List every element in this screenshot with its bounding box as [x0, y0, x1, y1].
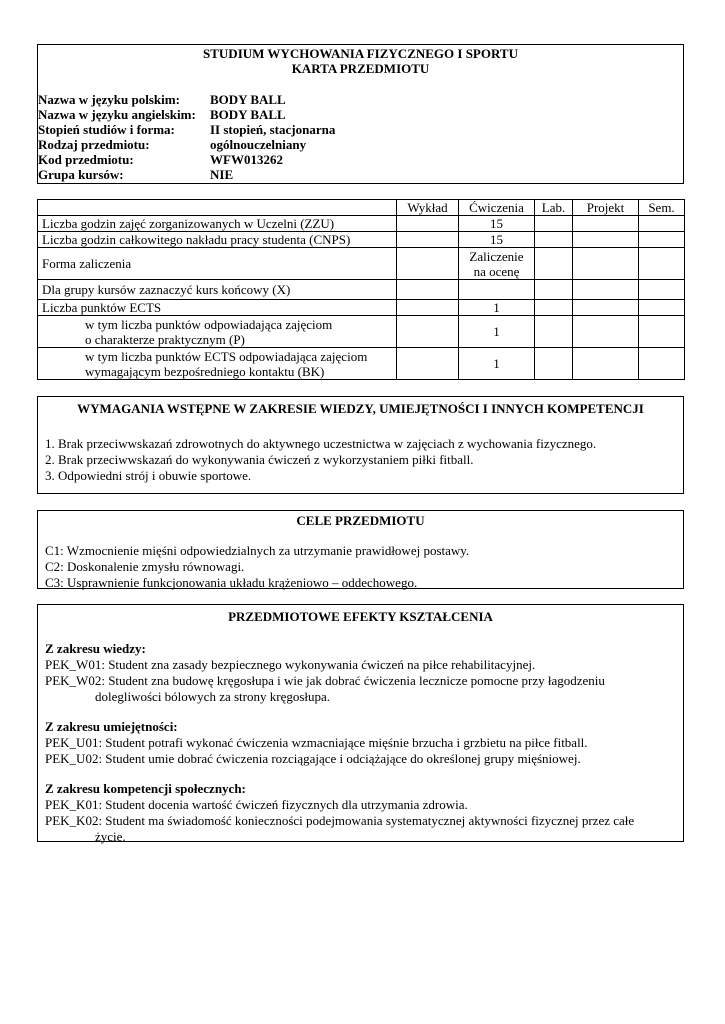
- list-item: PEK_K01: Student docenia wartość ćwiczeń fizycznych dla utrzymania zdrowia.: [45, 797, 468, 812]
- institution-title: STUDIUM WYCHOWANIA FIZYCZNEGO I SPORTU: [203, 46, 518, 61]
- table-row: Liczba punktów ECTS 1: [38, 300, 685, 316]
- field-study-level: Stopień studiów i forma: II stopień, stacjonarna: [38, 122, 336, 137]
- field-polish-name: Nazwa w języku polskim: BODY BALL: [38, 92, 286, 107]
- skills-heading: Z zakresu umiejętności:: [45, 719, 178, 734]
- table-row: w tym liczba punktów ECTS odpowiadająca zajęciom wymagającym bezpośredniego kontaktu (BK) 1: [38, 348, 685, 380]
- goals-box: [37, 510, 684, 589]
- list-item: 3. Odpowiedni strój i obuwie sportowe.: [45, 468, 252, 483]
- requirements-title: WYMAGANIA WSTĘPNE W ZAKRESIE WIEDZY, UMIEJĘTNOŚCI I INNYCH KOMPETENCJI: [77, 401, 644, 416]
- list-item: C3: Usprawnienie funkcjonowania układu krążeniowo – oddechowego.: [45, 575, 418, 590]
- list-item: 2. Brak przeciwwskazań do wykonywania ćwiczeń z wykorzystaniem piłki fitball.: [45, 452, 474, 467]
- hours-table: [37, 199, 685, 380]
- field-course-type: Rodzaj przedmiotu: ogólnouczelniany: [38, 137, 307, 152]
- list-item: C1: Wzmocnienie mięśni odpowiedzialnych za utrzymanie prawidłowej postawy.: [45, 543, 470, 558]
- field-english-name: Nazwa w języku angielskim: BODY BALL: [38, 107, 286, 122]
- table-row: Liczba godzin całkowitego nakładu pracy studenta (CNPS) 15: [38, 232, 685, 248]
- requirements-box: [37, 396, 684, 494]
- table-row: w tym liczba punktów odpowiadająca zajęciom o charakterze praktycznym (P) 1: [38, 316, 685, 348]
- column-header: Lab.: [535, 200, 573, 216]
- course-header-box: [37, 44, 684, 184]
- outcomes-box: [37, 604, 684, 842]
- column-header: Ćwiczenia: [459, 200, 535, 216]
- list-item: PEK_U01: Student potrafi wykonać ćwiczenia wzmacniające mięśnie brzucha i grzbietu na piłce fitball.: [45, 735, 588, 750]
- outcomes-title: PRZEDMIOTOWE EFEKTY KSZTAŁCENIA: [228, 609, 493, 624]
- list-item: PEK_K02: Student ma świadomość konieczności podejmowania systematycznej aktywności fizycznej przez całe: [45, 813, 635, 828]
- list-item: PEK_W02: Student zna budowę kręgosłupa i wie jak dobrać ćwiczenia lecznicze pomocne przy łagodzeniu: [45, 673, 605, 688]
- list-item: życie.: [95, 829, 126, 844]
- table-row: Forma zaliczenia Zaliczenie na ocenę: [38, 248, 685, 280]
- field-course-code: Kod przedmiotu: WFW013262: [38, 152, 283, 167]
- column-header: Projekt: [573, 200, 639, 216]
- document-title: KARTA PRZEDMIOTU: [291, 61, 430, 76]
- list-item: 1. Brak przeciwwskazań zdrowotnych do aktywnego uczestnictwa w zajęciach z wychowania fizycznego.: [45, 436, 597, 451]
- list-item: C2: Doskonalenie zmysłu równowagi.: [45, 559, 245, 574]
- competence-heading: Z zakresu kompetencji społecznych:: [45, 781, 246, 796]
- knowledge-heading: Z zakresu wiedzy:: [45, 641, 146, 656]
- goals-title: CELE PRZEDMIOTU: [296, 513, 425, 528]
- table-row: Liczba godzin zajęć zorganizowanych w Uczelni (ZZU) 15: [38, 216, 685, 232]
- list-item: dolegliwości bólowych za strony kręgosłupa.: [95, 689, 331, 704]
- table-row: Dla grupy kursów zaznaczyć kurs końcowy (X): [38, 280, 685, 300]
- list-item: PEK_W01: Student zna zasady bezpiecznego wykonywania ćwiczeń na piłce rehabilitacyjnej.: [45, 657, 536, 672]
- list-item: PEK_U02: Student umie dobrać ćwiczenia rozciągające i odciążające do określonej grupy mięśniowej.: [45, 751, 581, 766]
- table-header-row: [38, 200, 685, 216]
- column-header: Wykład: [397, 200, 459, 216]
- field-course-group: Grupa kursów: NIE: [38, 167, 234, 182]
- column-header: Sem.: [639, 200, 685, 216]
